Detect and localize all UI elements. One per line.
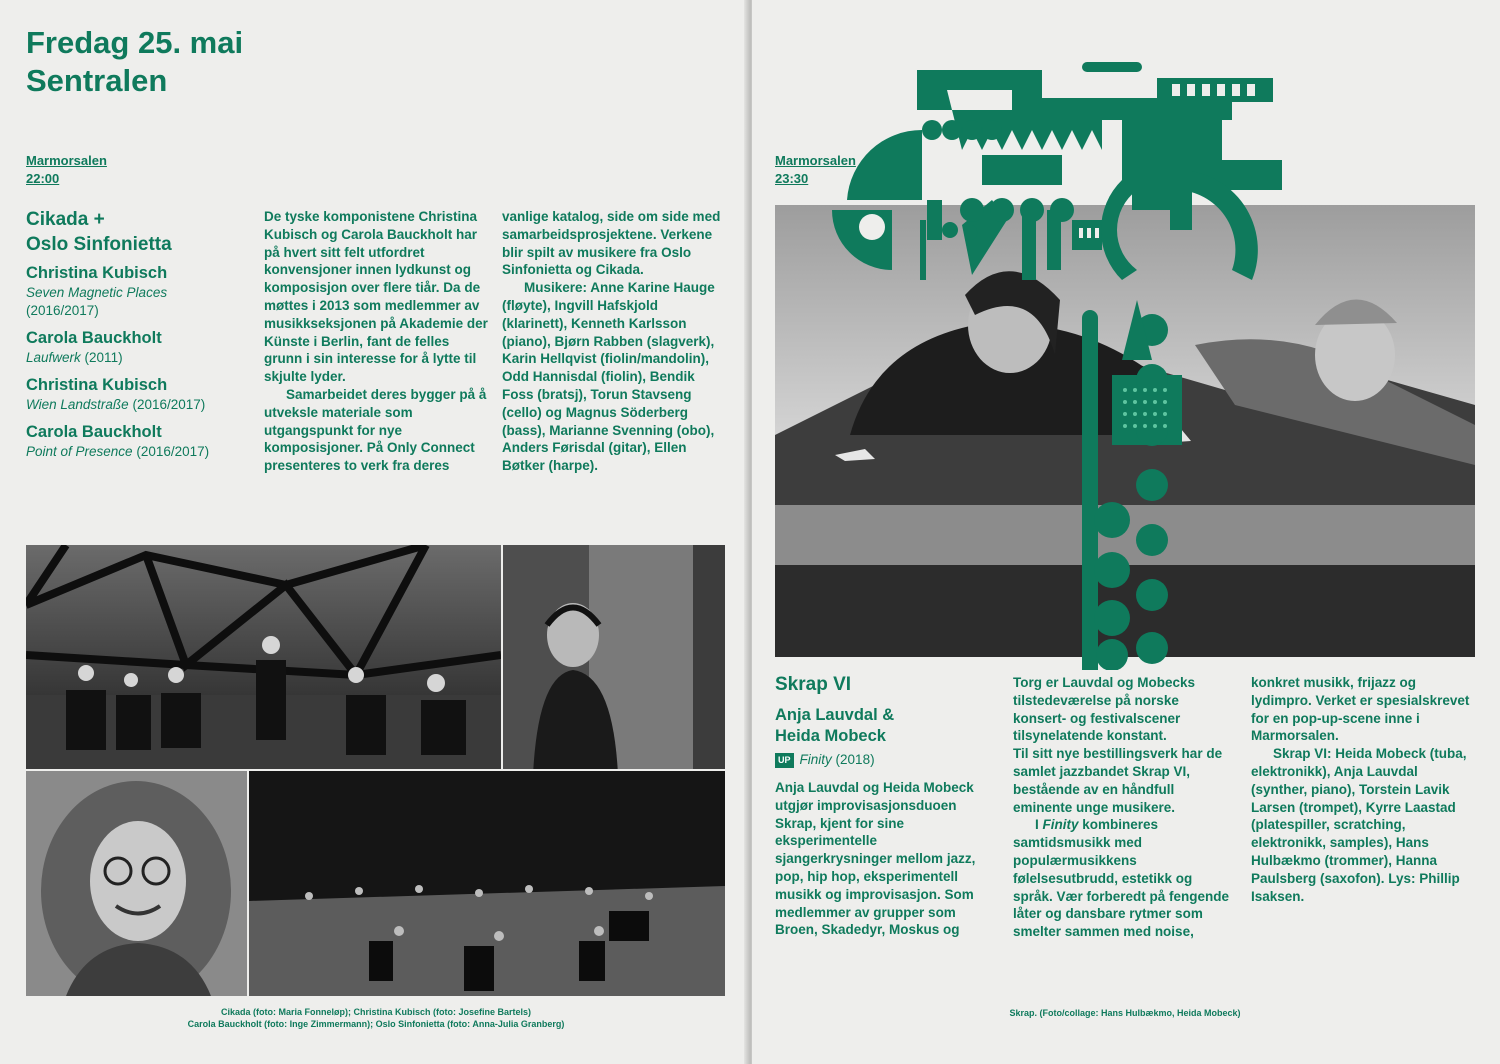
- body-column-2: [1013, 674, 1233, 941]
- work-title: Finity: [799, 752, 832, 767]
- composer-name: Carola Bauckholt: [26, 423, 162, 441]
- paragraph: Skrap VI: Heida Mobeck (tuba, elektronikk), Anja Lauvdal (synther, piano), Torstein Lavik Larsen (trompet), Kyrre Laastad (platespiller, scratching, elektronikk, samples), Hans Hulbækmo (trommer), Hanna Paulsberg (saxofon). Lys: Phillip Isaksen.: [1251, 746, 1467, 904]
- venue-time: [26, 152, 107, 188]
- work-title: Laufwerk: [26, 350, 81, 365]
- work-year: (2016/2017): [132, 397, 206, 412]
- cikada-photo-illustration: [26, 545, 501, 769]
- work-title: Wien Landstraße: [26, 397, 129, 412]
- body-column-1: [775, 779, 985, 939]
- work-title: Seven Magnetic Places: [26, 285, 168, 300]
- time-label: 23:30: [775, 171, 809, 186]
- event-heading: Skrap VI: [775, 674, 852, 695]
- paragraph: Torg er Lauvdal og Mobecks tilstedeværelse på norske konsert- og festivalscener tilsynelatende konstant.: [1013, 675, 1196, 744]
- paragraph: Anja Lauvdal og Heida Mobeck utgjør improvisasjonsduoen Skrap, kjent for sine eksperimentelle sjangerkrysninger mellom jazz, pop, hip hop, eksperimentell musikk og improvisasjon. Som medlemmer av grupper som Broen, Skadedyr, Moskus og: [775, 780, 976, 938]
- venue-label: Marmorsalen: [775, 153, 856, 168]
- composer-name: Christina Kubisch: [26, 264, 168, 282]
- photo-christina-kubisch: [503, 545, 725, 769]
- work-year: (2018): [835, 752, 875, 767]
- work-year: (2016/2017): [136, 444, 210, 459]
- right-page: [752, 0, 1500, 1064]
- paragraph: Samarbeidet deres bygger på å utveksle materiale som utgangspunkt for nye komposisjoner. På Only Connect presenteres to verk fra deres: [264, 386, 487, 474]
- photo-carola-bauckholt: [26, 771, 247, 996]
- program-item: [26, 263, 246, 320]
- photo-caption: Skrap. (Foto/collage: Hans Hulbækmo, Heida Mobeck): [1009, 1008, 1241, 1018]
- sinfonietta-photo-illustration: [249, 771, 725, 996]
- work-line: [775, 751, 995, 769]
- body-column-3: [1251, 674, 1477, 905]
- program-item: [26, 375, 246, 414]
- skrap-graphic-art: [832, 40, 1302, 670]
- composer-name: Carola Bauckholt: [26, 329, 162, 347]
- work-year: (2011): [84, 350, 123, 365]
- page-title: Fredag 25. mai Sentralen: [26, 25, 244, 98]
- photo-cikada-rehearsal: [26, 545, 501, 769]
- paragraph: vanlige katalog, side om side med samarbeidsprosjektene. Verkene blir spilt av musikere fra Oslo Sinfonietta og Cikada.: [502, 209, 721, 278]
- program-item: [26, 328, 246, 367]
- time-label: 22:00: [26, 171, 60, 186]
- left-page: [0, 0, 748, 1064]
- event-heading: Cikada + Oslo Sinfonietta: [26, 209, 172, 255]
- paragraph: Til sitt nye bestillingsverk har de samlet jazzbandet Skrap VI, bestående av en håndfull eminente unge musikere.: [1013, 746, 1223, 815]
- body-column-2: [264, 208, 488, 475]
- paragraph: Musikere: Anne Karine Hauge (fløyte), Ingvill Hafskjold (klarinett), Kenneth Karlsson (piano), Bjørn Rabben (slagverk), Karin Hellqvist (fiolin/mandolin), Odd Hannisdal (fiolin), Bendik Foss (bratsj), Torun Stavseng (cello) og Magnus Söderberg (bass), Marianne Svenning (obo), Anders Førisdal (gitar), Ellen Bøtker (harpe).: [502, 280, 715, 474]
- program-item: [26, 422, 246, 461]
- body-column-3: [502, 208, 726, 475]
- photo-oslo-sinfonietta: [249, 771, 725, 996]
- venue-label: Marmorsalen: [26, 153, 107, 168]
- work-title: Point of Presence: [26, 444, 133, 459]
- paragraph: I Finity kombineres samtidsmusikk med populærmusikkens følelsesutbrudd, estetikk og språk. Vær forberedt på fengende låter og dansbare rytmer som smelter sammen med noise,: [1013, 817, 1230, 940]
- composer-name: Christina Kubisch: [26, 376, 168, 394]
- event-info-column: [775, 672, 995, 939]
- work-year: (2016/2017): [26, 303, 99, 318]
- artist-names: Anja Lauvdal & Heida Mobeck: [775, 706, 895, 745]
- premiere-badge: UP: [775, 753, 794, 768]
- paragraph: konkret musikk, frijazz og lydimpro. Verket er spesialskrevet for en pop-up-scene inne i Marmorsalen.: [1251, 675, 1470, 744]
- kubisch-photo-illustration: [503, 545, 725, 769]
- photo-caption: Cikada (foto: Maria Fonneløp); Christina Kubisch (foto: Josefine Bartels) Carola Bauckholt (foto: Inge Zimmermann); Oslo Sinfonietta (foto: Anna-Julia Granberg): [187, 1007, 565, 1029]
- paragraph: De tyske komponistene Christina Kubisch og Carola Bauckholt har på hvert sitt felt utfordret konvensjoner innen lydkunst og komposisjon over flere tiår. Da de møttes i 2013 som medlemmer av musikkseksjonen på Akademie der Künste i Berlin, fant de felles grunn i sin interesse for å lytte til skjulte lyder.: [264, 209, 488, 385]
- program-column: [26, 207, 246, 469]
- bauckholt-photo-illustration: [26, 771, 247, 996]
